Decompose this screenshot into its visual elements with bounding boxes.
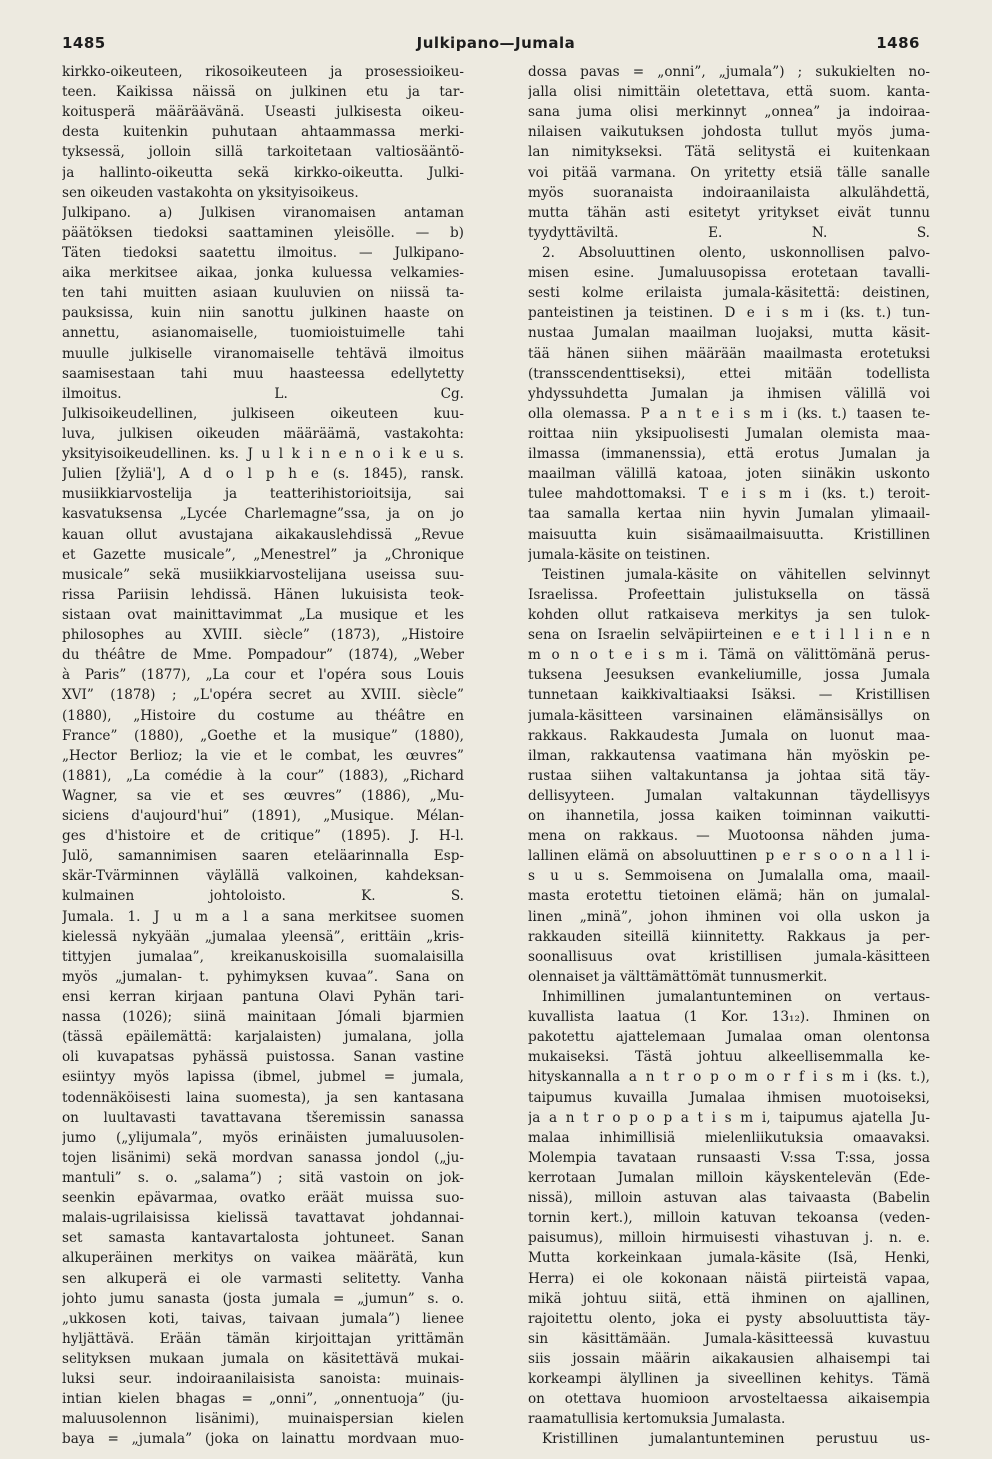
text-line: (tässä epäilemättä: karjalaisten) jumalana, jolla	[62, 1029, 464, 1046]
text-line: XVI” (1878) ; „L'opéra secret au XVIII. siècle”	[62, 687, 464, 704]
text-line: sin käsittämään. Jumala-käsitteessä kuvastuu	[528, 1330, 930, 1347]
text-line: nissä), milloin astuvan alas taivaasta (Babelin	[528, 1190, 930, 1207]
text-line: „ukkosen koti, taivas, taivaan jumala”) lienee	[62, 1310, 464, 1327]
text-line: linen „minä”, johon ihminen voi olla uskon ja	[528, 908, 930, 925]
text-line: rakkaus. Rakkaudesta Jumala on luonut maa-	[528, 727, 930, 744]
text-line: kohden ollut ratkaiseva merkitys ja sen tulok-	[528, 606, 930, 623]
text-line: kielessä nykyään „jumalaa yleensä”, erittäin „kris-	[62, 928, 464, 945]
text-line: tuksena Jeesuksen evankeliumille, jossa Jumala	[528, 667, 930, 684]
text-line: paisumus), milloin hirmuisesti vihastuvan j. n. e.	[528, 1230, 930, 1247]
text-line: jalla olisi nimittäin oletettava, että suom. kanta-	[528, 84, 930, 101]
text-line: sena on Israelin selväpiirteinen e e t i l l i n e n	[528, 627, 930, 644]
text-line: raamatullisia kertomuksia Jumalasta.	[528, 1411, 786, 1428]
text-line: alkuperäinen merkitys on vaikea määrätä, kun	[62, 1250, 464, 1267]
text-line: sesti kolme erilaista jumala-käsitettä: deistinen,	[528, 285, 930, 302]
text-line: ja hallinto-oikeutta sekä kirkko-oikeutta. Julki-	[62, 164, 464, 181]
text-line: on ihannetila, jossa kaiken toiminnan vaikutti-	[528, 808, 930, 825]
page-header	[0, 34, 992, 56]
text-line: Julien [žyliä'], A d o l p h e (s. 1845), ransk.	[62, 466, 464, 483]
text-line: ensi kerran kirjaan pantuna Olavi Pyhän tari-	[62, 989, 464, 1006]
text-line: jumo („ylijumala”, myös erinäisten jumaluusolen-	[62, 1129, 464, 1146]
text-line: Israelissa. Profeettain julistuksella on tässä	[528, 586, 930, 603]
text-line: seenkin epävarmaa, ovatko eräät muissa suo-	[62, 1190, 464, 1207]
text-line: panteistinen ja teistinen. D e i s m i (ks. t.) tun-	[528, 305, 930, 322]
text-line: kasvatuksensa „Lycée Charlemagne”ssa, ja on jo	[62, 506, 464, 523]
text-line: mukaiseksi. Tästä johtuu alkeellisemmalla ke-	[528, 1049, 930, 1066]
text-line: misen esine. Jumaluusopissa erotetaan tavalli-	[528, 265, 930, 282]
text-line: annettu, asianomaiselle, tuomioistuimelle tahi	[62, 325, 464, 342]
text-line: musicale” sekä musiikkiarvostelijana useissa suu-	[62, 566, 464, 583]
text-line: mikä johtuu siitä, että ihminen on ajallinen,	[528, 1290, 930, 1307]
text-line: intian kielen bhagas = „onni”, „onnentuoja” (ju-	[62, 1391, 464, 1408]
text-line: myös „jumalan- t. pyhimyksen kuvaa”. Sana on	[62, 968, 464, 985]
text-line: yhdyssuhdetta Jumalan ja ihmisen välillä voi	[528, 385, 930, 402]
text-line: masta erotettu tietoinen elämä; hän on jumalal-	[528, 888, 930, 905]
text-line: Molempia tavataan runsaasti V:ssa T:ssa, jossa	[528, 1149, 930, 1166]
text-line: set samasta kantavartalosta johtuneet. Sanan	[62, 1230, 464, 1247]
text-line: Julö, samannimisen saaren eteläarinnalla Esp-	[62, 848, 464, 865]
page-number-right: 1486	[876, 34, 920, 52]
text-line: rakkauden siteillä kiinnitetty. Rakkaus ja per-	[528, 928, 930, 945]
text-line: selityksen mukaan jumala on käsitettävä mukai-	[62, 1351, 464, 1367]
text-line: tulee mahdottomaksi. T e i s m i (ks. t.) teroit-	[528, 486, 930, 503]
text-line: taa samalla kertaa niin hyvin Jumalan ylimaail-	[528, 506, 930, 523]
text-line: aika merkitsee aikaa, jonka kuluessa velkamies-	[62, 265, 464, 282]
text-line: on luultavasti tavattavana tšeremissin sanassa	[62, 1109, 464, 1126]
text-line: Kristillinen jumalantunteminen perustuu us-	[542, 1431, 930, 1448]
text-line: myös suoranaista indoiraanilaista alkulähdettä,	[528, 184, 930, 201]
text-line: sistaan ovat mainittavimmat „La musique et les	[62, 606, 464, 623]
text-line: nassa (1026); siinä mainitaan Jómali bjarmien	[62, 1009, 464, 1026]
text-line: siis jossain määrin aikakausien alhaisempi tai	[528, 1351, 930, 1367]
text-line: lallinen elämä on absoluuttinen p e r s o o n a l l i-	[528, 848, 930, 865]
text-line: voi pitää varmana. On yritetty etsiä tälle sanalle	[528, 164, 930, 181]
text-line: päätöksen tiedoksi saattaminen yleisölle. — b)	[62, 224, 464, 241]
text-line: tittyjen jumalaa”, kreikanuskoisilla suomalaisilla	[62, 948, 464, 965]
text-line: saamisestaan tahi muu haasteessa edellytetty	[62, 365, 464, 382]
text-line: maailman välillä katoaa, joten siinäkin uskonto	[528, 466, 930, 483]
text-line: s u u s. Semmoisena on Jumalalla oma, maail-	[528, 868, 930, 885]
text-line: malais-ugrilaisissa kielissä tavattavat johdannai-	[62, 1210, 464, 1227]
text-line: korkeampi älyllinen ja siveellinen kehitys. Tämä	[528, 1371, 930, 1388]
text-line: johto jumu sanasta (josta jumala = „jumun” s. o.	[62, 1290, 464, 1307]
left-text-column	[62, 62, 464, 1450]
text-line: luksi seur. indoiraanilaisista sanoista: muinais-	[62, 1371, 464, 1388]
text-line: muulle julkiselle viranomaiselle tehtävä ilmoitus	[62, 345, 464, 362]
text-line: m o n o t e i s m i. Tämä on välittömänä perus-	[528, 647, 930, 664]
text-line: teen. Kaikissa näissä on julkinen etu ja tar-	[62, 84, 464, 101]
text-line: kuvallista laatua (1 Kor. 13₁₂). Ihminen on	[528, 1009, 930, 1026]
text-line: koitusperä määräävänä. Useasti julkisesta oikeu-	[62, 104, 464, 121]
text-line: tojen lisänimi) sekä mordvan sanassa jondol („ju-	[62, 1149, 464, 1166]
text-line: ilmoitus. L. Cg.	[62, 385, 464, 402]
text-line: tää hänen siihen määrään maailmasta erotetuksi	[528, 345, 930, 362]
text-line: (1880), „Histoire du costume au théâtre en	[62, 707, 464, 724]
text-line: mantuli” s. o. „salama”) ; sitä vastoin on jok-	[62, 1170, 464, 1187]
text-line: lan nimitykseksi. Tätä selitystä ei kuitenkaan	[528, 144, 930, 161]
text-line: France” (1880), „Goethe et la musique” (1880),	[62, 727, 464, 744]
text-line: Julkisoikeudellinen, julkiseen oikeuteen kuu-	[62, 405, 464, 422]
text-line: maisuutta kuin sisämaailmaisuutta. Kristillinen	[528, 526, 930, 543]
text-line: mutta tähän asti esitetyt yritykset eivät tunnu	[528, 204, 930, 221]
text-line: ten tahi muitten asiaan kuuluvien on niissä ta-	[62, 285, 464, 302]
text-line: 2. Absoluuttinen olento, uskonnollisen palvo-	[542, 244, 930, 261]
text-line: (1881), „La comédie à la cour” (1883), „Richard	[62, 767, 464, 784]
text-line: pakotettu ajattelemaan Jumalaa oman olentonsa	[528, 1029, 930, 1046]
text-line: on otettava huomioon arvosteltaessa aikaisempia	[528, 1391, 930, 1408]
text-line: desta kuitenkin puhutaan ahtaammassa merki-	[62, 124, 464, 141]
text-line: luva, julkisen oikeuden määräämä, vastakohta:	[62, 425, 464, 442]
text-line: ilman, rakkautensa vaatimana hän myöskin pe-	[528, 747, 930, 764]
text-line: musiikkiarvostelija ja teatterihistorioitsija, sai	[62, 486, 464, 503]
text-line: sen oikeuden vastakohta on yksityisoikeus.	[62, 184, 359, 201]
text-line: todennäköisesti laina suomesta), ja sen kantasana	[62, 1089, 464, 1106]
text-line: olla olemassa. P a n t e i s m i (ks. t.) taasen te-	[528, 405, 930, 422]
text-line: sana juma olisi merkinnyt „onnea” ja indoiraa-	[528, 104, 930, 121]
text-line: skär-Tvärminnen väylällä valkoinen, kahdeksan-	[62, 868, 464, 885]
text-line: tyksessä, jolloin sillä tarkoitetaan valtiosääntö-	[62, 144, 464, 161]
text-line: kauan ollut avustajana aikakauslehdissä „Revue	[62, 526, 464, 543]
text-line: esiintyy myös lapissa (ibmel, jubmel = jumala,	[62, 1069, 464, 1086]
text-line: et Gazette musicale”, „Menestrel” ja „Chronique	[62, 546, 464, 563]
text-line: oli kuvapatsas pyhässä puistossa. Sanan vastine	[62, 1049, 464, 1066]
text-line: Täten tiedoksi saatettu ilmoitus. — Julkipano-	[62, 244, 464, 261]
text-line: Julkipano. a) Julkisen viranomaisen antaman	[62, 204, 464, 221]
text-line: roittaa niin yksipuolisesti Jumalan olemista maa-	[528, 425, 930, 442]
text-line: hityskannalla a n t r o p o m o r f i s m i (ks. t.),	[528, 1069, 930, 1086]
text-line: Mutta korkeinkaan jumala-käsite (Isä, Henki,	[528, 1250, 930, 1267]
text-line: mena on rakkaus. — Muotoonsa nähden juma-	[528, 828, 930, 845]
text-line: jumala-käsite on teistinen.	[528, 546, 711, 563]
text-line: yksityisoikeudellinen. ks. J u l k i n e n o i k e u s.	[62, 446, 464, 463]
text-line: à Paris” (1877), „La cour et l'opéra sous Louis	[62, 667, 464, 684]
text-line: Teistinen jumala-käsite on vähitellen selvinnyt	[542, 566, 930, 583]
text-line: Wagner, sa vie et ses œuvres” (1886), „Mu-	[62, 787, 464, 804]
text-line: pauksissa, kuin niin sanottu julkinen haaste on	[62, 305, 464, 322]
text-line: tunnetaan kaikkivaltiaaksi Isäksi. — Kristillisen	[528, 687, 930, 704]
text-line: dellisyyteen. Jumalan valtakunnan täydellisyys	[528, 787, 930, 804]
text-line: ilmassa (immanenssia), että erotus Jumalan ja	[528, 446, 930, 463]
text-line: rustaa siihen valtakuntansa ja johtaa sitä täy-	[528, 767, 930, 784]
text-line: sen alkuperä ei ole varmasti selitetty. Vanha	[62, 1270, 464, 1287]
text-line: du théâtre de Mme. Pompadour” (1874), „Weber	[62, 647, 464, 664]
running-title: Julkipano—Jumala	[416, 34, 576, 52]
text-line: baya = „jumala” (joka on lainattu mordvaan muo-	[62, 1431, 464, 1448]
text-line: maluusolennon lisänimi), muinaispersian kielen	[62, 1411, 464, 1428]
text-line: Herra) ei ole kokonaan näistä piirteistä vapaa,	[528, 1270, 930, 1287]
text-line: taipumus kuvailla Jumalaa ihmisen muotoiseksi,	[528, 1089, 930, 1106]
text-line: (transscendenttiseksi), ettei mitään todellista	[528, 365, 930, 382]
text-line: olennaiset ja välttämättömät tunnusmerkit.	[528, 968, 828, 985]
text-line: hyljättävä. Erään tämän kirjoittajan yrittämän	[62, 1330, 464, 1347]
text-line: Jumala. 1. J u m a l a sana merkitsee suomen	[62, 908, 464, 925]
text-line: ges d'histoire et de critique” (1895). J. H-l.	[62, 828, 464, 845]
text-line: „Hector Berlioz; la vie et le combat, les œuvres”	[62, 747, 464, 764]
page-number-left: 1485	[62, 34, 106, 52]
text-line: rajoitettu olento, joka ei pysty absoluuttista täy-	[528, 1310, 930, 1327]
text-line: kirkko-oikeuteen, rikosoikeuteen ja prosessioikeu-	[62, 64, 464, 80]
text-line: tornin kert.), milloin katuvan tekoansa (veden-	[528, 1210, 930, 1227]
text-line: soonallisuus ovat kristillisen jumala-käsitteen	[528, 948, 930, 965]
text-line: Inhimillinen jumalantunteminen on vertaus-	[542, 989, 930, 1006]
text-line: ja a n t r o p o p a t i s m i, taipumus ajatella Ju-	[528, 1109, 930, 1126]
text-line: jumala-käsitteen varsinainen elämänsisällys on	[528, 707, 930, 724]
text-line: kulmainen johtoloisto. K. S.	[62, 888, 464, 905]
text-line: nustaa Jumalan maailman luojaksi, mutta käsit-	[528, 325, 930, 342]
text-line: rissa Pariisin lehdissä. Hänen lukuisista teok-	[62, 586, 464, 603]
text-line: malaa inhimillisiä mielenliikutuksia omaavaksi.	[528, 1129, 930, 1146]
text-line: tyydyttäviltä. E. N. S.	[528, 224, 930, 241]
right-text-column	[528, 62, 930, 1450]
text-line: siciens d'aujourd'hui” (1891), „Musique. Mélan-	[62, 808, 464, 825]
text-line: nilaisen vaikutuksen johdosta tullut myös juma-	[528, 124, 930, 141]
text-line: dossa pavas = „onni”, „jumala”) ; sukukielten no-	[528, 64, 930, 80]
text-line: kerrotaan Jumalan milloin käyskentelevän (Ede-	[528, 1170, 930, 1187]
text-line: philosophes au XVIII. siècle” (1873), „Histoire	[62, 627, 464, 644]
